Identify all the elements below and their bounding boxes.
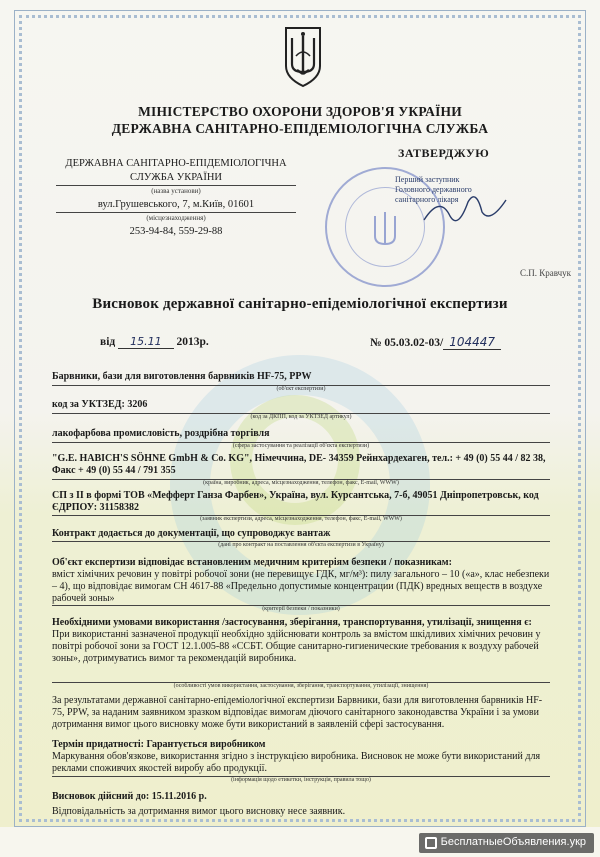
date-prefix: від [100, 336, 116, 348]
applicant-text: СП з II в формі ТОВ «Мефферт Ганза Фарбен», Україна, вул. Курсантська, 7-б, 49051 Дніпропетровськ, код ЄДРПОУ: 31158382 [52, 490, 539, 513]
number-prefix: № 05.03.02-03/ [370, 337, 444, 349]
sphere-text: лакофарбова промисловість, роздрібна торгівля [52, 428, 270, 439]
trident-emblem-icon [283, 26, 323, 88]
conditions-caption: (особливості умов використання, застосування, зберігання, транспортування, утилізації, знищення) [173, 683, 429, 689]
conditions-body: При використанні зазначеної продукції необхідно здійснювати контроль за вмістом шкідливих хімічних речовин у повітрі робочої зони за ГОСТ 12.1.005-88 «ССБТ. Общие санитарно-гигиенические требования к воздуху рабочей зоны», дотримуватись вимог та рекомендацій виробника. [52, 629, 541, 664]
date-value: 15.11 [118, 335, 174, 349]
stamp-text-2: Головного державного [395, 185, 472, 194]
conditions-block [52, 617, 550, 665]
shelf-life-body: Маркування обов'язкове, використання згідно з інструкцією виробника. Висновок не може бути використаний для реклами споживчих якостей виробу або продукції. [52, 751, 541, 774]
site-logo-icon [425, 837, 437, 849]
institution-name-2: СЛУЖБА УКРАЇНИ [130, 172, 222, 183]
conclusion-text: За результатами державної санітарно-епідеміологічної експертизи Барвники, бази для виготовлення барвників HF-75, PPW, за наданим заявником зразком відповідає вимогам діючого санітарного законодавства України і за умови дотримання вимог цього висновку може бути використаний в заявленій сфері застосування. [52, 695, 543, 730]
site-watermark-text: БесплатныеОбъявления.укр [440, 836, 586, 848]
conditions-heading: Необхідними умовами використання /застосування, зберігання, транспортування, утилізації, знищення є: [52, 617, 532, 628]
object-caption: (об'єкт експертизи) [276, 386, 326, 392]
shelf-life-block [52, 739, 550, 775]
shelf-life-heading: Термін придатності: Гарантується виробником [52, 739, 266, 750]
contract-caption: (дані про контракт на поставлення об'єкта експертизи в Україну) [218, 542, 384, 548]
code-text: код за УКТЗЕД: 3206 [52, 399, 148, 410]
criteria-caption: (критерії безпеки / показники) [262, 606, 340, 612]
ministry-line-2: ДЕРЖАВНА САНІТАРНО-ЕПІДЕМІОЛОГІЧНА СЛУЖБА [111, 121, 489, 136]
stamp-text-1: Перший заступник [395, 175, 460, 184]
site-watermark [419, 833, 594, 853]
institution-address-caption: (місцезнаходження) [56, 212, 296, 223]
code-caption: (код за ДКПП, код за УКТЗЕД артикул) [250, 414, 352, 420]
approve-label: ЗАТВЕРДЖУЮ [398, 146, 490, 160]
stamp-text-3: санітарного лікаря [395, 195, 459, 204]
date-row [100, 335, 209, 348]
number-value: 104447 [443, 335, 501, 350]
institution-block [56, 157, 296, 239]
institution-phones: 253-94-84, 559-29-88 [129, 226, 223, 237]
contract-text: Контракт додається до документації, що супроводжує вантаж [52, 528, 331, 539]
institution-name-caption: (назва установи) [56, 185, 296, 196]
sphere-caption: (сфера застосування та реалізації об'єкта експертизи) [232, 443, 370, 449]
shelf-life-caption: (інформація щодо етикетки, інструкція, правила тощо) [231, 777, 371, 783]
applicant-caption: (заявник експертизи, адреса, місцезнаходження, телефон, факс, E-mail, WWW) [200, 516, 402, 522]
object-text: Барвники, бази для виготовлення барвників HF-75, PPW [52, 371, 312, 382]
responsibility-note: Відповідальність за дотримання вимог цього висновку несе заявник. [52, 806, 346, 817]
ministry-line-1: МІНІСТЕРСТВО ОХОРОНИ ЗДОРОВ'Я УКРАЇНИ [138, 104, 462, 119]
institution-name-1: ДЕРЖАВНА САНІТАРНО-ЕПІДЕМІОЛОГІЧНА [65, 158, 287, 169]
manufacturer-caption: (країна, виробник, адреса, місцезнаходження, телефон, факс, E-mail, WWW) [203, 480, 399, 486]
manufacturer-text: "G.E. HABICH'S SÖHNE GmbH & Co. KG", Німеччина, DE- 34359 Рейнхардехаген, тел.: + 49 (0) 55 44 / 82 38, Факс + 49 (0) 55 44 / 791 355 [52, 453, 546, 476]
criteria-heading: Об'єкт експертизи відповідає встановленим медичним критеріям безпеки / показникам: [52, 557, 452, 568]
date-suffix: 2013р. [176, 336, 209, 348]
signature-icon [420, 190, 510, 230]
criteria-body: вміст хімічних речовин у повітрі робочої зони (не перевищує ГДК, мг/м³): пилу загального – 10 («а», клас небезпеки – 4), що відповідає вимогам СН 4617-88 «Предельно допустимые концентрации (ПДК) вредных веществ в воздухе рабочей зоны» [52, 569, 550, 604]
signer-name: С.П. Кравчук [520, 268, 572, 278]
valid-until: Висновок дійсний до: 15.11.2016 р. [52, 791, 207, 802]
document-title: Висновок державної санітарно-епідеміологічної експертизи [92, 296, 508, 312]
institution-address: вул.Грушевського, 7, м.Київ, 01601 [97, 199, 255, 210]
stamp-trident-icon [365, 208, 405, 252]
criteria-block [52, 557, 550, 605]
number-row [370, 335, 501, 349]
ministry-header [60, 103, 540, 137]
